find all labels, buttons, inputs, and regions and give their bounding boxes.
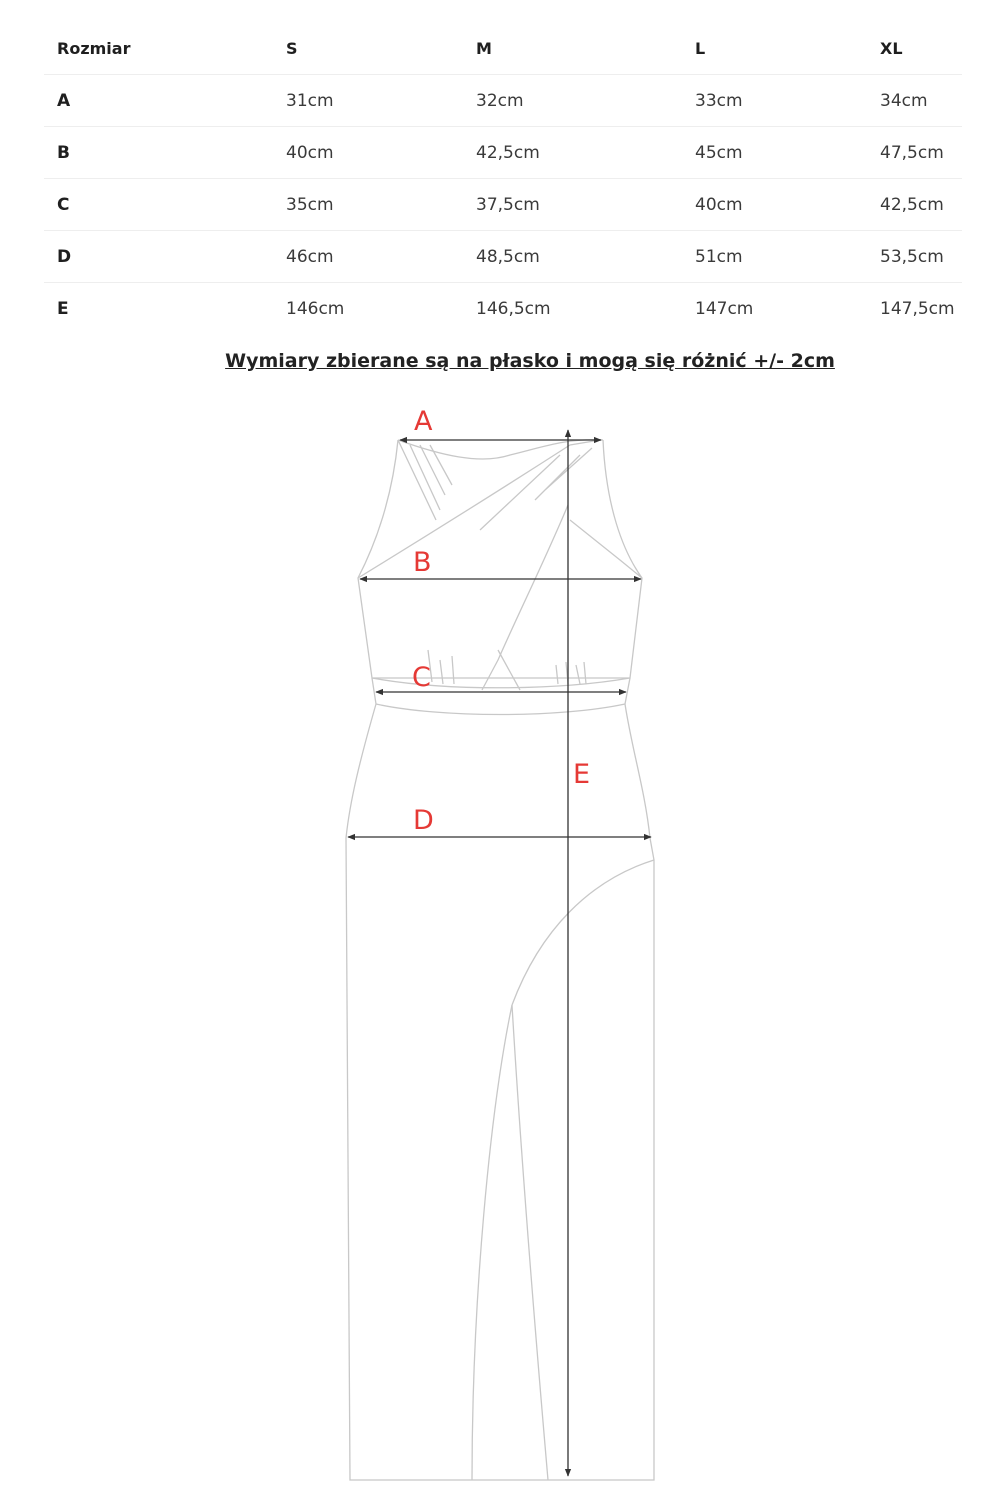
dress-measurement-diagram xyxy=(0,390,1000,1500)
measurement-arrows xyxy=(348,430,651,1476)
label-c: C xyxy=(412,662,431,693)
table-row xyxy=(44,179,962,231)
header-size-l: L xyxy=(682,22,867,75)
header-rozmiar: Rozmiar xyxy=(44,22,273,75)
table-cell: 146cm xyxy=(286,298,345,319)
row-label: A xyxy=(44,75,273,127)
table-cell: 35cm xyxy=(273,179,463,231)
label-e: E xyxy=(573,759,591,790)
table-cell: 33cm xyxy=(682,75,867,127)
measurement-labels xyxy=(412,406,590,836)
table-cell: 42,5cm xyxy=(867,179,962,231)
header-size-s: S xyxy=(273,22,463,75)
table-cell: 42,5cm xyxy=(463,127,682,179)
table-header-row xyxy=(44,22,962,75)
table-cell: 37,5cm xyxy=(463,179,682,231)
header-size-m: M xyxy=(463,22,682,75)
header-size-xl: XL xyxy=(867,22,962,75)
table-cell: 47,5cm xyxy=(867,127,962,179)
label-b: B xyxy=(413,547,432,578)
label-d: D xyxy=(413,805,434,836)
table-cell: 40cm xyxy=(273,127,463,179)
table-cell: 46cm xyxy=(273,231,463,283)
table-cell: 146,5cm xyxy=(476,298,551,319)
table-row xyxy=(44,127,962,179)
table-cell: 48,5cm xyxy=(463,231,682,283)
size-table xyxy=(44,22,962,334)
table-row xyxy=(44,231,962,283)
table-cell: 51cm xyxy=(682,231,867,283)
table-row xyxy=(44,283,962,335)
label-a: A xyxy=(414,406,433,437)
measurement-note: Wymiary zbierane są na płasko i mogą się różnić +/- 2cm xyxy=(225,350,835,372)
row-label: C xyxy=(44,179,273,231)
table-cell: 45cm xyxy=(682,127,867,179)
dress-outline xyxy=(346,440,654,1480)
table-cell: 32cm xyxy=(463,75,682,127)
row-label: B xyxy=(44,127,273,179)
row-label: E xyxy=(57,298,69,319)
table-cell: 147cm xyxy=(695,298,754,319)
table-cell: 34cm xyxy=(867,75,962,127)
table-cell: 147,5cm xyxy=(880,298,955,319)
table-cell: 53,5cm xyxy=(867,231,962,283)
table-cell: 40cm xyxy=(682,179,867,231)
row-label: D xyxy=(44,231,273,283)
table-row xyxy=(44,75,962,127)
table-cell: 31cm xyxy=(273,75,463,127)
